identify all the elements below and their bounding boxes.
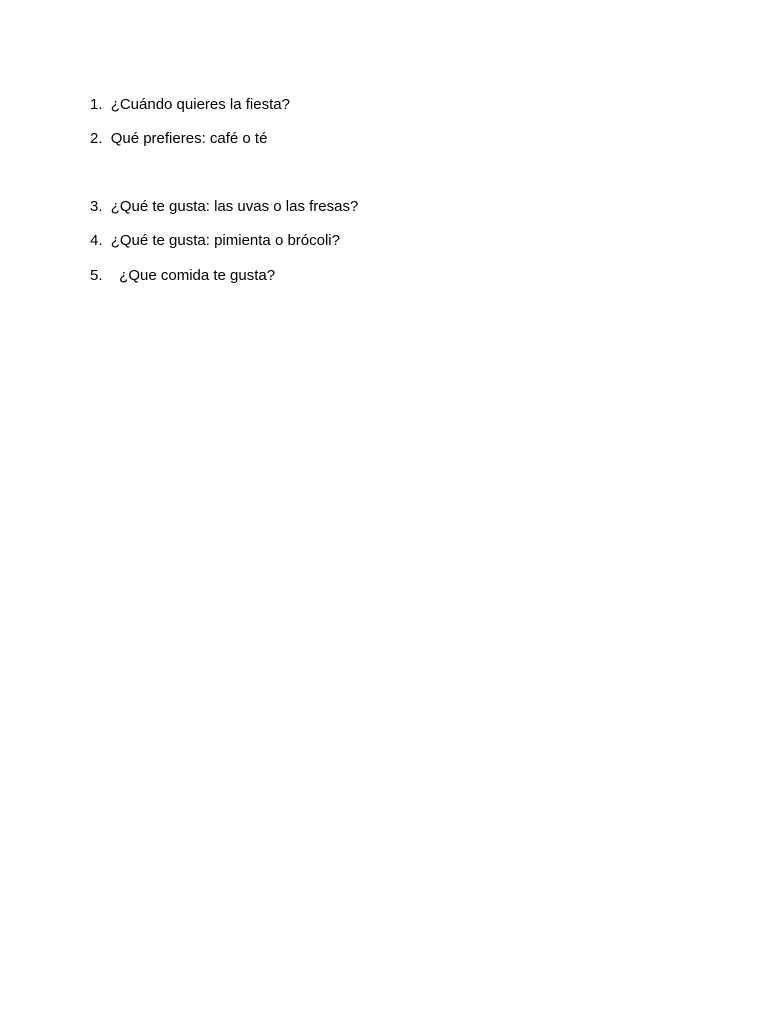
question-3-text: ¿Qué te gusta: las uvas o las fresas? [110,198,359,215]
question-2-text: Qué prefieres: café o té [110,130,268,147]
question-5-text: ¿Que comida te gusta? [119,267,276,284]
question-2-number: 2. [90,130,103,147]
question-2 [90,129,267,149]
question-5-number: 5. [90,267,103,284]
question-1 [90,95,290,115]
question-4-text: ¿Qué te gusta: pimienta o brócoli? [110,232,340,249]
question-4-number: 4. [90,232,103,249]
question-5 [90,266,275,286]
question-1-text: ¿Cuándo quieres la fiesta? [110,96,290,113]
question-3-number: 3. [90,198,103,215]
question-1-number: 1. [90,96,103,113]
question-4 [90,231,340,251]
question-3 [90,197,358,217]
